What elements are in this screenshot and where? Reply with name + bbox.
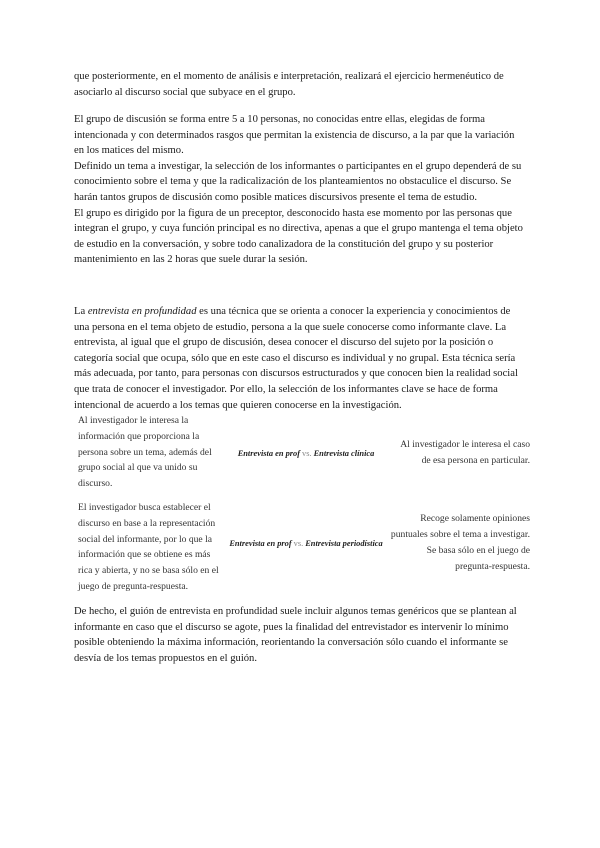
comparison-vs: vs. bbox=[302, 448, 312, 458]
comparison-title bbox=[226, 500, 386, 586]
paragraph-grupo-discusion bbox=[74, 112, 526, 268]
comparison-term-b: Entrevista periodística bbox=[305, 538, 383, 548]
paragraph-text: De hecho, el guión de entrevista en profundidad suele incluir algunos temas genéricos que se plantean al informante en caso que el discurso se agote, pues la finalidad del entrevistador es intervenir lo mínimo posible obteniendo la máxima información, reorientando la conversación sólo cuando el informante se desvía de los temas propuestos en el guión. bbox=[74, 606, 517, 664]
comparison-right-text: Al investigador le interesa el caso de esa persona en particular. bbox=[400, 439, 530, 466]
paragraph-text: que posteriormente, en el momento de análisis e interpretación, realizará el ejercicio hermenéutico de asociarlo al discurso social que subyace en el grupo. bbox=[74, 71, 504, 98]
lead-word: La bbox=[74, 306, 86, 317]
comparison-left-text: El investigador busca establecer el discurso en base a la representación social del informante, por lo que la información que se obtiene es más rica y abierta, y no se basa sólo en el juego de pregunta-respuesta. bbox=[78, 502, 219, 592]
paragraph-sentence: El grupo de discusión se forma entre 5 a 10 personas, no conocidas entre ellas, elegidas de forma intencionada y con determinados rasgos que permitan la existencia de discurso, a la par que la variación en los matices del mismo. bbox=[74, 114, 515, 157]
paragraph-guion bbox=[74, 604, 526, 666]
paragraph-entrevista bbox=[74, 304, 526, 413]
paragraph-sentence: El grupo es dirigido por la figura de un preceptor, desconocido hasta ese momento por las personas que integran el grupo, y cuya función principal es no directiva, apenas a que el grupo mantenga el tema objeto de estudio en la conversación, y sobre todo canalizadora de la constitución del grupo y su posterior mantenimiento en las 2 horas que suele durar la sesión. bbox=[74, 207, 523, 266]
comparison-term-a: Entrevista en prof bbox=[229, 538, 292, 548]
comparison-row-periodistica bbox=[74, 500, 534, 592]
paragraph-text bbox=[74, 304, 526, 413]
paragraph-body: es una técnica que se orienta a conocer la experiencia y conocimientos de una persona en el tema objeto de estudio, persona a la que suele conocerse como informante clave. La entrevista, al igual que el grupo de discusión, desea conocer el discurso del sujeto por la posición o categoría social que ocupa, sólo que en este caso el discurso es individual y no grupal. Esta técnica sería más adecuada, por tanto, para personas con discursos estructurados y que conocen bien la realidad social que trata de conocer el investigador. Por ello, la selección de los informantes clave se hace de forma intencional de acuerdo a los temas que quieren conocerse en la investigación. bbox=[74, 306, 518, 411]
comparison-right-cell bbox=[390, 500, 530, 586]
comparison-title bbox=[226, 413, 386, 493]
comparison-term-a: Entrevista en prof bbox=[237, 448, 301, 458]
comparison-row-clinica bbox=[74, 413, 534, 493]
paragraph-sentence: Definido un tema a investigar, la selección de los informantes o participantes en el grupo dependerá de su conocimiento sobre el tema y que la radicalización de los planteamientos no obstaculice el discurso. Se harán tantos grupos de discusión como posible matices discursivos presente el tema de estudio. bbox=[74, 160, 522, 203]
paragraph-continuation bbox=[74, 69, 526, 100]
italic-term: entrevista en profundidad bbox=[87, 306, 197, 317]
comparison-vs: vs. bbox=[293, 538, 304, 548]
comparison-right-text: Recoge solamente opiniones puntuales sobre el tema a investigar. Se basa sólo en el juego de pregunta-respuesta. bbox=[390, 513, 530, 572]
comparison-term-b: Entrevista clínica bbox=[313, 448, 375, 458]
comparison-right-cell bbox=[390, 413, 530, 493]
comparison-left-text: Al investigador le interesa la información que proporciona la persona sobre un tema, además del grupo social al que va unido su discurso. bbox=[78, 415, 212, 490]
